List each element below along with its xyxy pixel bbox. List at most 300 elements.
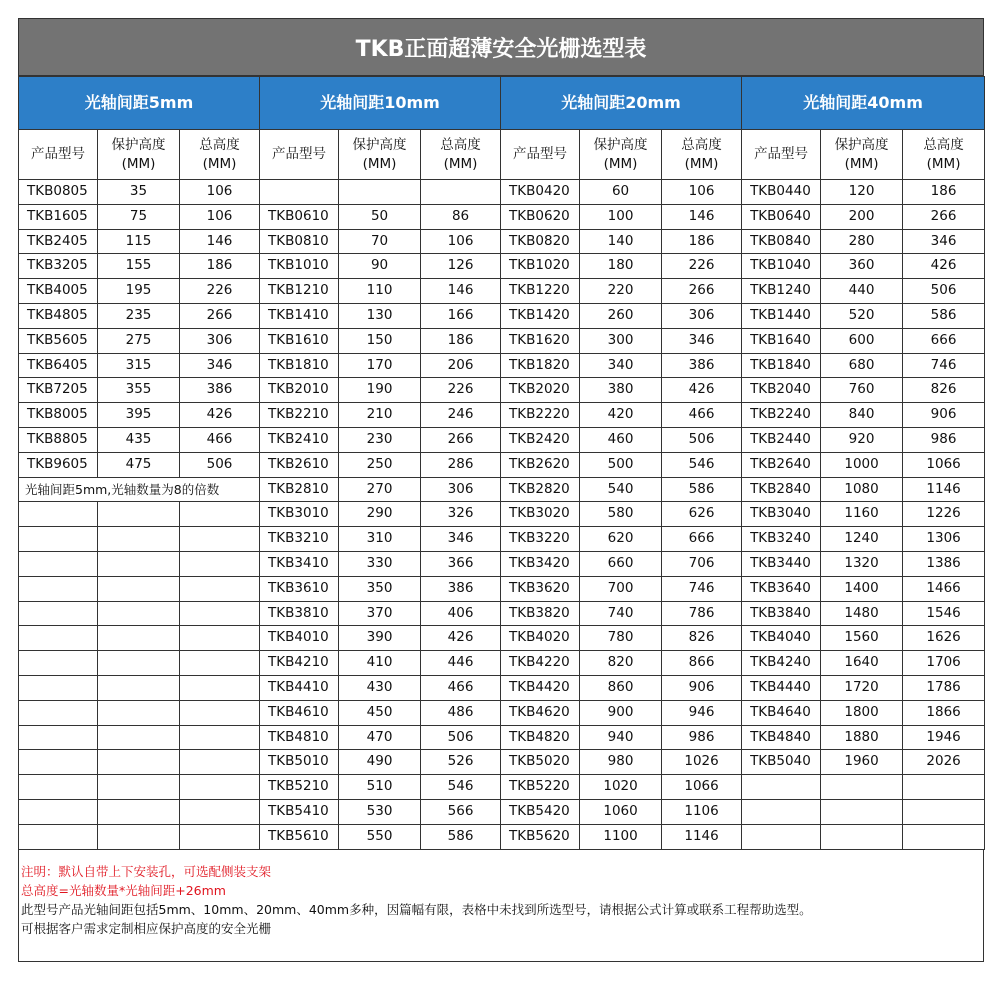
total-height-cell: 346	[421, 527, 501, 552]
protect-height-cell: 1720	[821, 675, 903, 700]
protect-height-cell: 550	[339, 824, 421, 849]
protect-height-cell: 140	[580, 229, 662, 254]
model-cell: TKB2610	[260, 452, 339, 477]
total-height-cell: 346	[903, 229, 985, 254]
model-cell: TKB4805	[19, 303, 98, 328]
protect-height-cell: 680	[821, 353, 903, 378]
header-line: 保护高度	[834, 136, 889, 153]
total-height-cell	[180, 601, 260, 626]
protect-height-cell: 820	[580, 651, 662, 676]
protect-height-cell: 450	[339, 700, 421, 725]
model-cell: TKB3640	[742, 576, 821, 601]
protect-height-cell	[98, 576, 180, 601]
table-row	[19, 626, 985, 651]
protect-height-cell: 200	[821, 204, 903, 229]
protect-height-cell: 1400	[821, 576, 903, 601]
protect-height-cell: 60	[580, 180, 662, 205]
model-cell: TKB4020	[501, 626, 580, 651]
model-cell: TKB2020	[501, 378, 580, 403]
group5-note: 光轴间距5mm,光轴数量为8的倍数	[19, 477, 260, 502]
table-row	[19, 180, 985, 205]
group-header: 光轴间距20mm	[501, 77, 742, 130]
model-cell: TKB4410	[260, 675, 339, 700]
protect-height-cell: 100	[580, 204, 662, 229]
model-cell: TKB3220	[501, 527, 580, 552]
table-row	[19, 551, 985, 576]
model-cell: TKB0440	[742, 180, 821, 205]
protect-height-cell: 1640	[821, 651, 903, 676]
model-cell: TKB1840	[742, 353, 821, 378]
model-cell: TKB4820	[501, 725, 580, 750]
total-height-cell: 1706	[903, 651, 985, 676]
total-height-cell: 206	[421, 353, 501, 378]
model-cell: TKB3420	[501, 551, 580, 576]
model-cell: TKB4610	[260, 700, 339, 725]
protect-height-cell: 1240	[821, 527, 903, 552]
header-unit: (MM)	[202, 155, 237, 172]
model-cell: TKB5010	[260, 750, 339, 775]
model-cell: TKB1010	[260, 254, 339, 279]
protect-height-cell: 980	[580, 750, 662, 775]
protect-height-cell: 340	[580, 353, 662, 378]
total-height-cell: 1786	[903, 675, 985, 700]
total-height-cell: 2026	[903, 750, 985, 775]
table-row	[19, 403, 985, 428]
note-custom: 可根据客户需求定制相应保护高度的安全光栅	[21, 920, 272, 936]
protect-height-header	[98, 130, 180, 180]
model-header	[742, 130, 821, 180]
protect-height-cell: 70	[339, 229, 421, 254]
total-height-cell: 266	[421, 427, 501, 452]
header-line: 总高度	[681, 136, 722, 153]
total-height-cell: 266	[180, 303, 260, 328]
protect-height-cell: 1020	[580, 775, 662, 800]
total-height-cell	[180, 725, 260, 750]
model-cell: TKB0620	[501, 204, 580, 229]
model-cell	[19, 824, 98, 849]
protect-height-cell: 180	[580, 254, 662, 279]
total-height-cell: 586	[421, 824, 501, 849]
protect-height-cell: 280	[821, 229, 903, 254]
protect-height-cell: 500	[580, 452, 662, 477]
model-cell: TKB3620	[501, 576, 580, 601]
model-cell: TKB1220	[501, 279, 580, 304]
total-height-cell: 1386	[903, 551, 985, 576]
protect-height-cell: 35	[98, 180, 180, 205]
total-height-header	[180, 130, 260, 180]
model-cell	[260, 180, 339, 205]
protect-height-cell: 475	[98, 452, 180, 477]
model-cell: TKB4040	[742, 626, 821, 651]
protect-height-cell	[98, 527, 180, 552]
model-cell: TKB6405	[19, 353, 98, 378]
model-cell: TKB2620	[501, 452, 580, 477]
group-header-row	[19, 77, 985, 130]
model-cell: TKB2040	[742, 378, 821, 403]
total-height-cell: 746	[903, 353, 985, 378]
model-cell: TKB5020	[501, 750, 580, 775]
model-cell: TKB4840	[742, 725, 821, 750]
model-cell: TKB1440	[742, 303, 821, 328]
total-height-cell: 106	[662, 180, 742, 205]
total-height-cell: 166	[421, 303, 501, 328]
table-row	[19, 427, 985, 452]
model-cell	[742, 799, 821, 824]
protect-height-cell: 860	[580, 675, 662, 700]
total-height-cell: 426	[421, 626, 501, 651]
total-height-cell: 466	[180, 427, 260, 452]
protect-height-cell	[98, 675, 180, 700]
model-cell: TKB4005	[19, 279, 98, 304]
header-line: 产品型号	[513, 146, 568, 162]
protect-height-cell: 150	[339, 328, 421, 353]
protect-height-cell: 260	[580, 303, 662, 328]
protect-height-cell: 395	[98, 403, 180, 428]
header-line: 总高度	[923, 136, 964, 153]
protect-height-cell	[98, 700, 180, 725]
total-height-cell	[180, 824, 260, 849]
total-height-cell: 146	[421, 279, 501, 304]
protect-height-cell: 275	[98, 328, 180, 353]
header-unit: (MM)	[443, 155, 478, 172]
table-row	[19, 353, 985, 378]
model-cell	[19, 750, 98, 775]
protect-height-cell: 470	[339, 725, 421, 750]
model-cell	[19, 725, 98, 750]
total-height-cell: 306	[180, 328, 260, 353]
model-cell: TKB3440	[742, 551, 821, 576]
total-height-cell: 306	[662, 303, 742, 328]
model-cell: TKB1810	[260, 353, 339, 378]
total-height-cell: 506	[180, 452, 260, 477]
total-height-cell: 906	[662, 675, 742, 700]
model-cell: TKB2410	[260, 427, 339, 452]
total-height-cell: 266	[662, 279, 742, 304]
total-height-cell: 406	[421, 601, 501, 626]
model-cell: TKB5410	[260, 799, 339, 824]
total-height-cell: 466	[662, 403, 742, 428]
total-height-cell	[180, 750, 260, 775]
table-row	[19, 279, 985, 304]
total-height-cell: 186	[662, 229, 742, 254]
total-height-cell	[180, 576, 260, 601]
protect-height-cell: 1320	[821, 551, 903, 576]
model-cell: TKB4240	[742, 651, 821, 676]
model-header	[260, 130, 339, 180]
table-body	[19, 180, 985, 850]
model-cell: TKB2240	[742, 403, 821, 428]
total-height-cell: 506	[421, 725, 501, 750]
model-cell	[19, 700, 98, 725]
model-cell: TKB2840	[742, 477, 821, 502]
model-cell: TKB0420	[501, 180, 580, 205]
protect-height-cell: 780	[580, 626, 662, 651]
total-height-cell: 446	[421, 651, 501, 676]
total-height-cell: 546	[662, 452, 742, 477]
protect-height-cell	[98, 824, 180, 849]
table-row	[19, 502, 985, 527]
selection-table	[18, 76, 985, 850]
model-cell: TKB0805	[19, 180, 98, 205]
table-row	[19, 328, 985, 353]
header-line: 保护高度	[352, 136, 407, 153]
model-cell: TKB5040	[742, 750, 821, 775]
table-row	[19, 775, 985, 800]
table-row	[19, 477, 985, 502]
total-height-cell	[180, 626, 260, 651]
total-height-cell	[903, 799, 985, 824]
total-height-cell: 666	[903, 328, 985, 353]
protect-height-cell: 355	[98, 378, 180, 403]
table-row	[19, 824, 985, 849]
table-row	[19, 725, 985, 750]
protect-height-cell: 195	[98, 279, 180, 304]
protect-height-cell: 390	[339, 626, 421, 651]
header-unit: (MM)	[603, 155, 638, 172]
protect-height-cell: 210	[339, 403, 421, 428]
protect-height-cell: 50	[339, 204, 421, 229]
protect-height-cell: 110	[339, 279, 421, 304]
table-row	[19, 651, 985, 676]
protect-height-cell	[821, 799, 903, 824]
total-height-cell	[421, 180, 501, 205]
total-height-cell: 586	[662, 477, 742, 502]
total-height-cell: 906	[903, 403, 985, 428]
total-height-cell: 1946	[903, 725, 985, 750]
total-height-cell: 1066	[903, 452, 985, 477]
protect-height-cell	[98, 502, 180, 527]
protect-height-cell: 600	[821, 328, 903, 353]
model-cell: TKB1610	[260, 328, 339, 353]
protect-height-cell	[98, 551, 180, 576]
model-cell: TKB1640	[742, 328, 821, 353]
protect-height-cell	[98, 626, 180, 651]
protect-height-cell	[98, 725, 180, 750]
model-cell: TKB2010	[260, 378, 339, 403]
protect-height-cell	[98, 775, 180, 800]
protect-height-cell	[98, 651, 180, 676]
header-line: 产品型号	[31, 146, 85, 162]
header-line: 保护高度	[111, 136, 166, 153]
total-height-cell	[903, 775, 985, 800]
protect-height-cell: 520	[821, 303, 903, 328]
group-header: 光轴间距10mm	[260, 77, 501, 130]
protect-height-cell	[821, 775, 903, 800]
model-header	[501, 130, 580, 180]
group-header: 光轴间距40mm	[742, 77, 985, 130]
model-cell: TKB1240	[742, 279, 821, 304]
model-cell: TKB1620	[501, 328, 580, 353]
total-height-cell: 626	[662, 502, 742, 527]
total-height-cell: 1026	[662, 750, 742, 775]
protect-height-cell	[98, 601, 180, 626]
model-cell: TKB1040	[742, 254, 821, 279]
model-cell: TKB4810	[260, 725, 339, 750]
total-height-cell: 826	[662, 626, 742, 651]
model-cell: TKB1410	[260, 303, 339, 328]
model-cell: TKB5605	[19, 328, 98, 353]
model-cell: TKB0820	[501, 229, 580, 254]
protect-height-cell	[98, 750, 180, 775]
table-row	[19, 303, 985, 328]
model-cell	[19, 626, 98, 651]
page-title: TKB正面超薄安全光栅选型表	[18, 18, 984, 76]
model-cell: TKB3205	[19, 254, 98, 279]
total-height-cell	[180, 551, 260, 576]
total-height-cell: 946	[662, 700, 742, 725]
table-row	[19, 799, 985, 824]
header-line: 保护高度	[593, 136, 648, 153]
total-height-cell: 426	[662, 378, 742, 403]
model-cell: TKB3210	[260, 527, 339, 552]
total-height-cell: 1466	[903, 576, 985, 601]
model-cell: TKB7205	[19, 378, 98, 403]
total-height-cell: 986	[662, 725, 742, 750]
protect-height-cell: 490	[339, 750, 421, 775]
total-height-cell: 86	[421, 204, 501, 229]
protect-height-cell: 1480	[821, 601, 903, 626]
note-mounting: 注明：默认自带上下安装孔，可选配侧装支架	[21, 863, 272, 879]
model-header	[19, 130, 98, 180]
model-cell: TKB1020	[501, 254, 580, 279]
total-height-cell: 146	[180, 229, 260, 254]
table-row	[19, 378, 985, 403]
model-cell: TKB0840	[742, 229, 821, 254]
model-cell: TKB5220	[501, 775, 580, 800]
total-height-cell	[180, 527, 260, 552]
protect-height-cell: 1800	[821, 700, 903, 725]
total-height-cell: 186	[903, 180, 985, 205]
protect-height-header	[821, 130, 903, 180]
header-unit: (MM)	[926, 155, 961, 172]
model-cell: TKB3840	[742, 601, 821, 626]
table-row	[19, 700, 985, 725]
total-height-cell: 386	[662, 353, 742, 378]
table-row	[19, 675, 985, 700]
protect-height-cell: 1060	[580, 799, 662, 824]
model-cell: TKB2405	[19, 229, 98, 254]
model-cell: TKB8805	[19, 427, 98, 452]
model-cell	[742, 824, 821, 849]
protect-height-cell: 460	[580, 427, 662, 452]
table-row	[19, 601, 985, 626]
model-cell	[742, 775, 821, 800]
protect-height-cell: 290	[339, 502, 421, 527]
model-cell: TKB3020	[501, 502, 580, 527]
header-line: 产品型号	[754, 146, 809, 162]
model-cell: TKB1420	[501, 303, 580, 328]
protect-height-cell: 1880	[821, 725, 903, 750]
protect-height-cell: 1100	[580, 824, 662, 849]
protect-height-cell: 530	[339, 799, 421, 824]
total-height-cell: 526	[421, 750, 501, 775]
total-height-cell: 466	[421, 675, 501, 700]
model-cell: TKB3410	[260, 551, 339, 576]
total-height-cell: 1626	[903, 626, 985, 651]
total-height-cell: 1066	[662, 775, 742, 800]
model-cell: TKB2810	[260, 477, 339, 502]
total-height-cell: 226	[662, 254, 742, 279]
protect-height-cell: 130	[339, 303, 421, 328]
model-cell: TKB4440	[742, 675, 821, 700]
total-height-cell: 866	[662, 651, 742, 676]
protect-height-cell: 840	[821, 403, 903, 428]
model-cell: TKB3820	[501, 601, 580, 626]
model-cell: TKB2420	[501, 427, 580, 452]
model-cell: TKB5210	[260, 775, 339, 800]
total-height-cell: 546	[421, 775, 501, 800]
model-cell: TKB1605	[19, 204, 98, 229]
protect-height-cell: 900	[580, 700, 662, 725]
total-height-cell: 226	[421, 378, 501, 403]
protect-height-header	[339, 130, 421, 180]
model-cell: TKB2640	[742, 452, 821, 477]
protect-height-cell: 1960	[821, 750, 903, 775]
protect-height-cell: 190	[339, 378, 421, 403]
model-cell	[19, 675, 98, 700]
total-height-cell: 346	[180, 353, 260, 378]
header-unit: (MM)	[362, 155, 397, 172]
protect-height-cell: 330	[339, 551, 421, 576]
total-height-cell: 106	[421, 229, 501, 254]
model-cell: TKB2820	[501, 477, 580, 502]
column-header-row	[19, 130, 985, 180]
total-height-cell	[180, 502, 260, 527]
notes-section	[18, 850, 984, 962]
note-formula: 总高度=光轴数量*光轴间距+26mm	[21, 882, 226, 898]
model-cell	[19, 601, 98, 626]
total-height-cell: 186	[421, 328, 501, 353]
table-row	[19, 750, 985, 775]
model-cell: TKB0610	[260, 204, 339, 229]
total-height-cell: 586	[903, 303, 985, 328]
note-spacing-info: 此型号产品光轴间距包括5mm、10mm、20mm、40mm多种，因篇幅有限，表格中未找到所选型号，请根据公式计算或联系工程帮助选型。	[21, 901, 812, 917]
protect-height-cell: 220	[580, 279, 662, 304]
protect-height-cell: 370	[339, 601, 421, 626]
total-height-cell: 1306	[903, 527, 985, 552]
protect-height-cell	[98, 799, 180, 824]
header-unit: (MM)	[684, 155, 719, 172]
model-cell: TKB2210	[260, 403, 339, 428]
total-height-cell: 146	[662, 204, 742, 229]
table-row	[19, 204, 985, 229]
protect-height-cell: 360	[821, 254, 903, 279]
model-cell: TKB3610	[260, 576, 339, 601]
protect-height-cell: 435	[98, 427, 180, 452]
total-height-cell: 1546	[903, 601, 985, 626]
header-line: 总高度	[440, 136, 481, 153]
total-height-cell: 106	[180, 180, 260, 205]
protect-height-cell: 760	[821, 378, 903, 403]
protect-height-cell: 410	[339, 651, 421, 676]
model-cell: TKB0810	[260, 229, 339, 254]
model-cell: TKB5610	[260, 824, 339, 849]
protect-height-cell: 155	[98, 254, 180, 279]
total-height-header	[421, 130, 501, 180]
protect-height-cell: 270	[339, 477, 421, 502]
protect-height-cell: 700	[580, 576, 662, 601]
protect-height-cell: 430	[339, 675, 421, 700]
protect-height-cell: 310	[339, 527, 421, 552]
total-height-cell	[180, 675, 260, 700]
protect-height-cell: 235	[98, 303, 180, 328]
model-cell	[19, 651, 98, 676]
total-height-cell: 1146	[903, 477, 985, 502]
protect-height-cell: 660	[580, 551, 662, 576]
header-line: 总高度	[199, 136, 240, 153]
protect-height-cell	[821, 824, 903, 849]
protect-height-cell	[339, 180, 421, 205]
